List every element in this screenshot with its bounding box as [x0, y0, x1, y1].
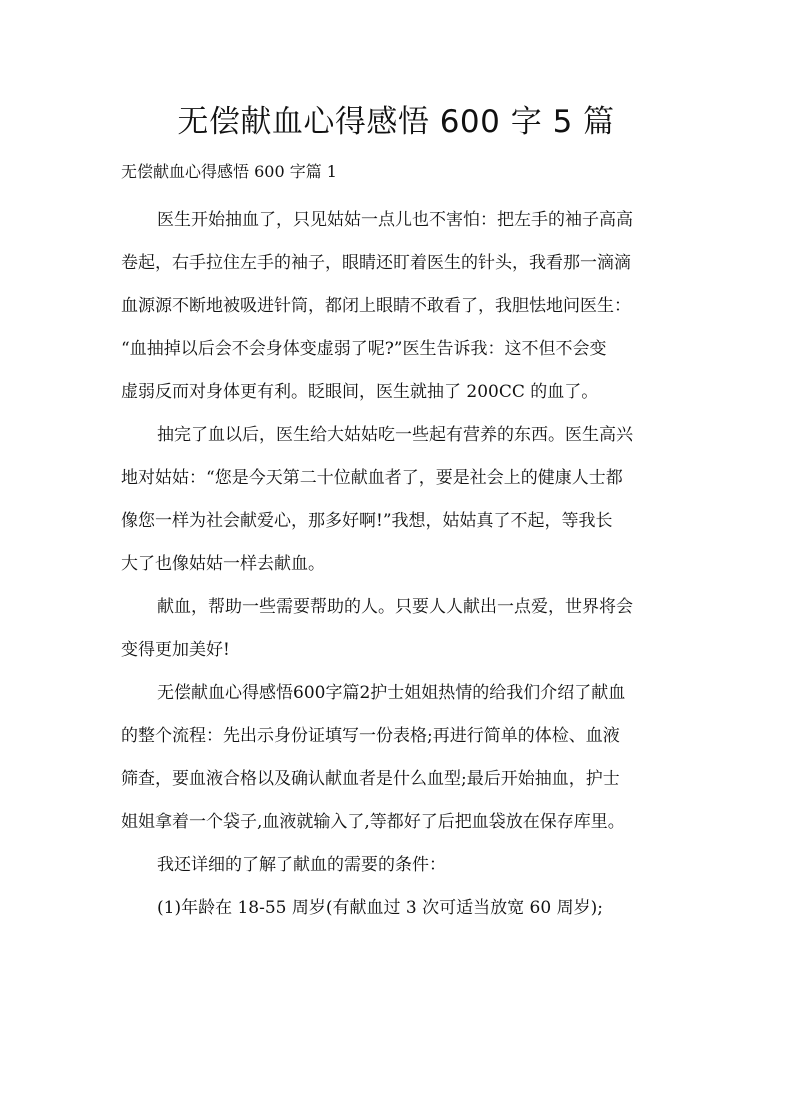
text-line: 血源源不断地被吸进针筒，都闭上眼睛不敢看了，我胆怯地问医生： [121, 296, 631, 316]
text-line: 医生开始抽血了，只见姑姑一点儿也不害怕：把左手的袖子高高 [157, 210, 633, 230]
text-line: 姐姐拿着一个袋子,血液就输入了,等都好了后把血袋放在保存库里。 [121, 812, 625, 832]
text-line: 卷起，右手拉住左手的袖子，眼睛还盯着医生的针头，我看那一滴滴 [121, 253, 631, 273]
text-line: 献血，帮助一些需要帮助的人。只要人人献出一点爱，世界将会 [157, 597, 633, 617]
text-line: 像您一样为社会献爱心，那多好啊!”我想，姑姑真了不起，等我长 [121, 511, 613, 531]
text-line: 筛查，要血液合格以及确认献血者是什么血型;最后开始抽血，护士 [121, 769, 620, 789]
article-body [121, 199, 671, 930]
text-line: 抽完了血以后，医生给大姑姑吃一些起有营养的东西。医生高兴 [157, 425, 633, 445]
text-line: 大了也像姑姑一样去献血。 [121, 554, 325, 574]
text-line: “血抽掉以后会不会身体变虚弱了呢?”医生告诉我：这不但不会变 [121, 339, 607, 359]
page-title: 无偿献血心得感悟 600 字 5 篇 [177, 104, 615, 140]
section-heading: 无偿献血心得感悟 600 字篇 1 [121, 162, 337, 181]
text-line: 变得更加美好! [121, 640, 230, 660]
text-line: 虚弱反而对身体更有利。眨眼间，医生就抽了 200CC 的血了。 [121, 382, 599, 402]
text-line: 无偿献血心得感悟600字篇2护士姐姐热情的给我们介绍了献血 [157, 683, 626, 703]
text-line: (1)年龄在 18-55 周岁(有献血过 3 次可适当放宽 60 周岁); [157, 898, 603, 918]
text-line: 我还详细的了解了献血的需要的条件： [157, 855, 446, 875]
text-line: 的整个流程：先出示身份证填写一份表格;再进行简单的体检、血液 [121, 726, 620, 746]
text-line: 地对姑姑：“您是今天第二十位献血者了，要是社会上的健康人士都 [121, 468, 623, 488]
